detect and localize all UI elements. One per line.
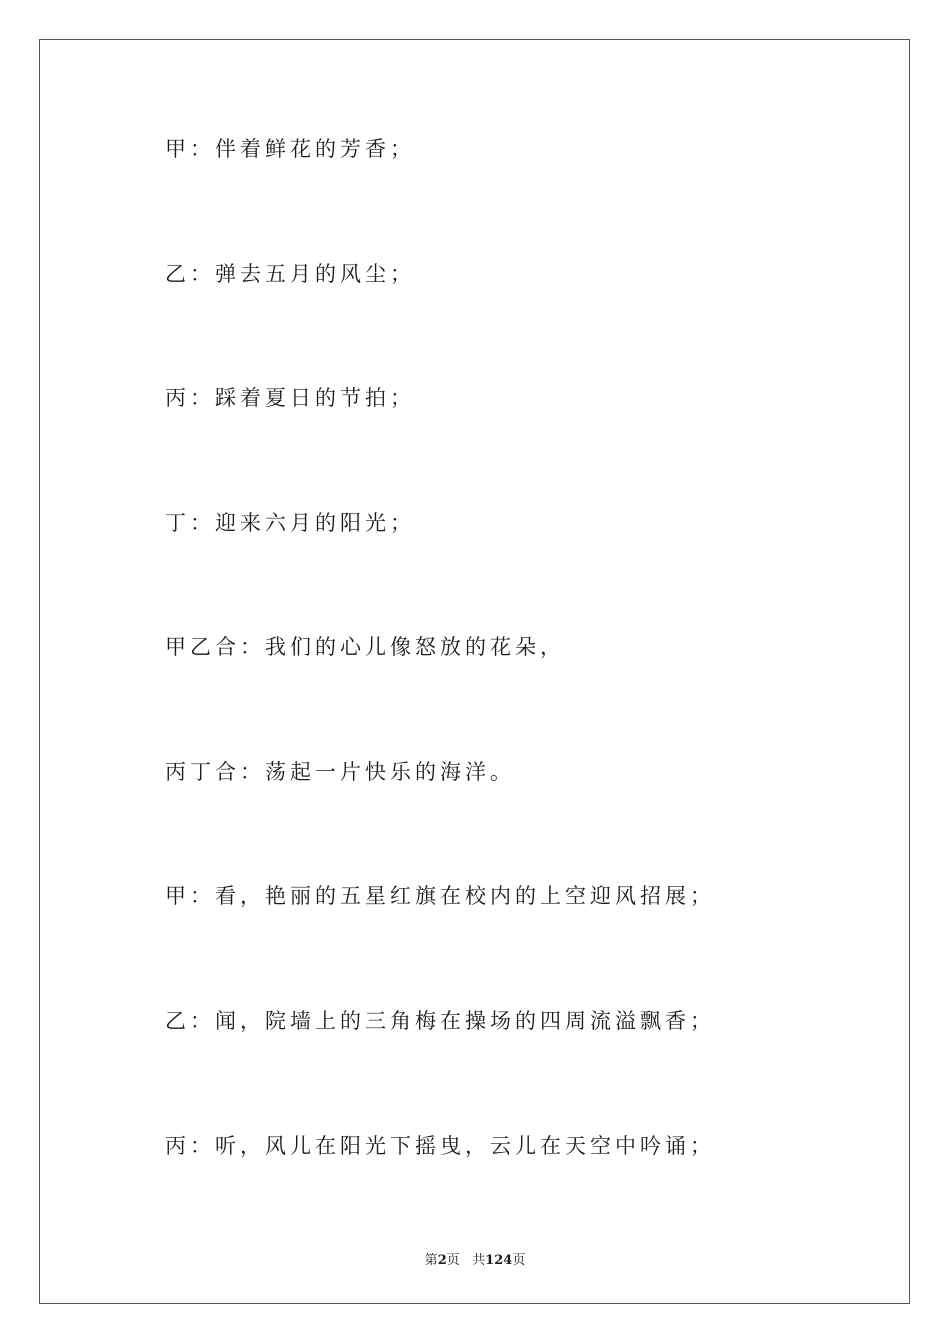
script-line-3: 丙：踩着夏日的节拍；	[165, 386, 415, 410]
script-line-8: 乙：闻，院墙上的三角梅在操场的四周流溢飘香；	[165, 1009, 715, 1033]
page-footer	[0, 1249, 950, 1268]
footer-page-prefix: 第	[424, 1253, 438, 1268]
footer-total-prefix: 共	[472, 1253, 486, 1268]
script-line-1: 甲：伴着鲜花的芳香；	[165, 137, 415, 161]
script-line-6: 丙丁合：荡起一片快乐的海洋。	[165, 760, 515, 784]
script-line-5: 甲乙合：我们的心儿像怒放的花朵，	[165, 635, 565, 659]
script-line-7: 甲：看，艳丽的五星红旗在校内的上空迎风招展；	[165, 884, 715, 908]
footer-page-suffix: 页	[446, 1253, 460, 1268]
footer-total-suffix: 页	[512, 1253, 526, 1268]
footer-page-number: 2	[437, 1253, 447, 1268]
script-line-4: 丁：迎来六月的阳光；	[165, 511, 415, 535]
script-line-2: 乙：弹去五月的风尘；	[165, 262, 415, 286]
script-line-9: 丙：听，风儿在阳光下摇曳，云儿在天空中吟诵；	[165, 1134, 715, 1158]
footer-total-pages: 124	[485, 1253, 513, 1268]
page-border	[39, 39, 910, 1304]
